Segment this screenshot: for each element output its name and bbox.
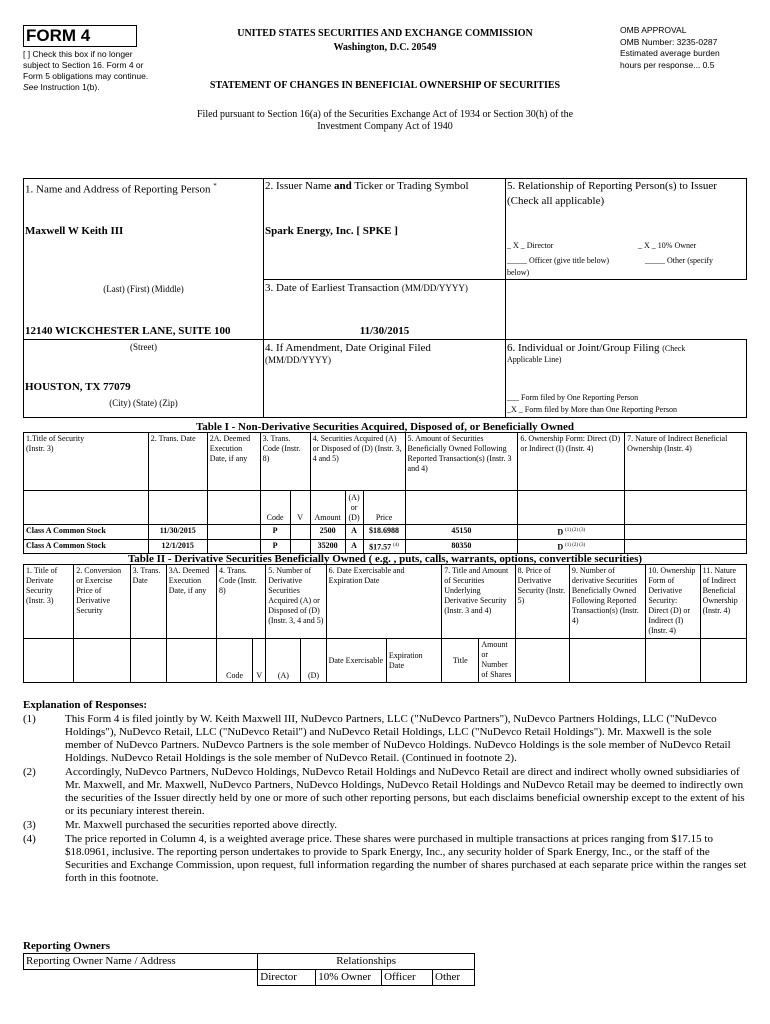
t2-sub-title: Title <box>442 639 479 683</box>
t1-h4: 4. Securities Acquired (A) or Disposed of (D) (Instr. 3, 4 and 5) <box>310 433 405 491</box>
date-label <box>265 282 468 295</box>
check-box-note-text: [ ] Check this box if no longer subject to Section 16. Form 4 or Form 5 obligations may continue. <box>23 49 149 81</box>
t1-sub-price: Price <box>363 491 405 525</box>
filing-one: ___ Form filed by One Reporting Person <box>507 393 639 402</box>
agency-line1: UNITED STATES SECURITIES AND EXCHANGE COMMISSION <box>237 28 533 39</box>
rel-officer: _____ Officer (give title below) <box>507 256 610 265</box>
owners-col-other: Other <box>433 970 475 986</box>
omb-line-2: OMB Number: 3235-0287 <box>620 36 718 47</box>
t2-h6: 6. Date Exercisable and Expiration Date <box>326 565 442 639</box>
agency-header <box>170 28 600 54</box>
table-row <box>24 525 747 540</box>
agency-line2: Washington, D.C. 20549 <box>333 42 437 53</box>
footnote-3-text: Mr. Maxwell purchased the securities reported above directly. <box>65 819 338 831</box>
filed-pursuant-line2: Investment Company Act of 1940 <box>317 121 453 132</box>
row2-form-value: D <box>557 542 564 552</box>
footnote-4 <box>23 833 747 885</box>
row1-ad: A <box>345 525 363 540</box>
t2-h5: 5. Number of Derivative Securities Acquired (A) or Disposed of (D) (Instr. 3, 4 and 5) <box>266 565 326 639</box>
t2-h7: 7. Title and Amount of Securities Underlying Derivative Security (Instr. 3 and 4) <box>442 565 515 639</box>
row2-title: Class A Common Stock <box>24 539 149 554</box>
earliest-date: 11/30/2015 <box>359 325 410 337</box>
row2-price <box>363 539 405 554</box>
t1-h3: 3. Trans. Code (Instr. 8) <box>260 433 310 491</box>
omb-approval <box>620 25 760 71</box>
t1-sub-code: Code <box>260 491 290 525</box>
omb-line-1: OMB APPROVAL <box>620 25 687 35</box>
explanation-section <box>23 699 747 885</box>
row2-form <box>518 539 625 554</box>
footnote-3 <box>23 819 747 832</box>
statement-title: STATEMENT OF CHANGES IN BENEFICIAL OWNERSHIP OF SECURITIES <box>209 80 561 91</box>
t2-sub-date-ex: Date Exercisable <box>326 639 386 683</box>
t1-sub-aord: (A) or (D) <box>345 491 363 525</box>
street-address: 12140 WICKCHESTER LANE, SUITE 100 <box>25 325 231 337</box>
filing-sub: Applicable Line) <box>507 355 562 364</box>
row2-owned: 80350 <box>405 539 518 554</box>
check-box-note[interactable] <box>23 49 151 93</box>
footnote-1-num: (1) <box>23 713 36 725</box>
t2-h9: 9. Number of derivative Securities Beneficially Owned Following Reported Transaction(s) (Instr. 4) <box>569 565 645 639</box>
issuer-label-a: 2. Issuer Name <box>265 180 335 192</box>
check-box-note-see: See <box>23 82 39 92</box>
t1-h6: 6. Ownership Form: Direct (D) or Indirect (I) (Instr. 4) <box>518 433 625 491</box>
t2-h8: 8. Price of Derivative Security (Instr. 5) <box>515 565 569 639</box>
city-state-zip: HOUSTON, TX 77079 <box>25 381 131 393</box>
row1-price <box>363 525 405 540</box>
row2-date: 12/1/2015 <box>148 539 207 554</box>
date-label-text: 3. Date of Earliest Transaction <box>265 282 400 294</box>
footnote-1 <box>23 713 747 765</box>
t2-h1: 1. Title of Derivate Security (Instr. 3) <box>24 565 74 639</box>
t2-h10: 10. Ownership Form of Derivative Security: Direct (D) or Indirect (I) (Instr. 4) <box>646 565 700 639</box>
rel-ten-percent-owner: _ X _ 10% Owner <box>638 241 697 250</box>
row1-amount: 2500 <box>310 525 345 540</box>
name-parts: (Last) (First) (Middle) <box>103 284 184 294</box>
row2-ad: A <box>345 539 363 554</box>
name-label <box>25 180 217 197</box>
owners-col-name: Reporting Owner Name / Address <box>24 954 258 970</box>
street-label: (Street) <box>130 342 157 352</box>
amend-label: 4. If Amendment, Date Original Filed <box>265 342 431 354</box>
t1-h5: 5. Amount of Securities Beneficially Owned Following Reported Transaction(s) (Instr. 3 and 4) <box>405 433 518 491</box>
relationship-sub: (Check all applicable) <box>507 195 605 207</box>
owners-col-director: Director <box>258 970 316 986</box>
t2-sub-a: (A) <box>266 639 301 683</box>
filed-pursuant-line1: Filed pursuant to Section 16(a) of the Securities Exchange Act of 1934 or Section 30(h) of the <box>196 109 574 120</box>
table1-title: Table I - Non-Derivative Securities Acquired, Disposed of, or Beneficially Owned <box>195 421 575 433</box>
t1-sub-v: V <box>290 491 310 525</box>
city-label: (City) (State) (Zip) <box>109 398 178 408</box>
row1-price-value: $18.6988 <box>369 526 400 535</box>
t2-h11: 11. Nature of Indirect Beneficial Ownership (Instr. 4) <box>700 565 746 639</box>
t2-sub-code: Code <box>217 639 253 683</box>
footnote-2-num: (2) <box>23 766 36 778</box>
footnote-4-text: The price reported in Column 4, is a weighted average price. These shares were purchased in multiple transactions at prices ranging from $17.15 to $18.0961, inclusive. The reporting person undertakes to provide to Spark Energy, Inc., any security holder of Spark Energy, Inc., or the staff of the Securities and Exchange Commission, upon request, full information regarding the number of shares purchased at each separate price within the ranges set forth in this footnote. <box>65 833 747 884</box>
issuer-name: Spark Energy, Inc. [ SPKE ] <box>265 225 398 237</box>
reporting-section <box>23 178 747 418</box>
filing-label-text: 6. Individual or Joint/Group Filing <box>507 342 660 354</box>
table1 <box>23 432 747 554</box>
t1-h2a: 2A. Deemed Execution Date, if any <box>207 433 260 491</box>
omb-line-3: Estimated average burden <box>620 48 720 58</box>
issuer-label <box>265 180 469 193</box>
reporter-name: Maxwell W Keith III <box>25 225 124 237</box>
row1-title: Class A Common Stock <box>24 525 149 540</box>
rel-other: _____ Other (specify <box>645 256 713 265</box>
date-label-fmt: (MM/DD/YYYY) <box>401 283 468 293</box>
row2-price-note[interactable]: (4) <box>393 542 399 548</box>
t2-h3: 3. Trans. Date <box>130 565 166 639</box>
owners-table <box>23 953 475 986</box>
table2-title: Table II - Derivative Securities Beneficially Owned ( e.g. , puts, calls, warrants, options, convertible securities) <box>127 553 643 565</box>
row1-owned: 45150 <box>405 525 518 540</box>
t1-h2: 2. Trans. Date <box>148 433 207 491</box>
row2-form-notes[interactable]: (1) (2) (3) <box>565 542 586 548</box>
row2-code: P <box>260 539 290 554</box>
table-row <box>24 539 747 554</box>
filing-more: _X _ Form filed by More than One Reporting Person <box>507 405 677 414</box>
filing-label <box>507 342 745 355</box>
t2-sub-exp: Expiration Date <box>386 639 441 683</box>
row1-form-value: D <box>557 527 564 537</box>
name-label-text: 1. Name and Address of Reporting Person <box>25 183 211 196</box>
check-box-note-instr: Instruction 1(b). <box>40 82 100 92</box>
owners-col-officer: Officer <box>382 970 433 986</box>
amend-fmt: (MM/DD/YYYY) <box>265 355 331 365</box>
name-marker: * <box>213 182 217 190</box>
filed-pursuant <box>130 109 640 133</box>
t2-h4: 4. Trans. Code (Instr. 8) <box>217 565 266 639</box>
row1-form <box>518 525 625 540</box>
issuer-label-and: and <box>334 180 352 192</box>
t1-h7: 7. Nature of Indirect Beneficial Ownership (Instr. 4) <box>625 433 747 491</box>
issuer-label-b: Ticker or Trading Symbol <box>351 180 469 192</box>
form-title: FORM 4 <box>26 26 91 45</box>
rel-director: _ X _ Director <box>507 241 554 250</box>
row2-amount: 35200 <box>310 539 345 554</box>
footnote-2-text: Accordingly, NuDevco Partners, NuDevco Holdings, NuDevco Retail Holdings and NuDevco Retail are direct and indirect wholly owned subsidiaries of Mr. Maxwell, and Mr. Maxwell, NuDevco Partners, NuDevco Holdings, NuDevco Retail Holdings and NuDevco Retail may be deemed to indirectly own the securities of the Issuer directly held by one or more of such other reporting persons, but each disclaims beneficial ownership except to the extent of his or its pecuniary interest therein. <box>65 766 745 817</box>
row1-form-notes[interactable]: (1) (2) (3) <box>565 528 586 533</box>
t2-h3a: 3A. Deemed Execution Date, if any <box>166 565 216 639</box>
explanation-heading: Explanation of Responses: <box>23 699 148 711</box>
t1-sub-amount: Amount <box>310 491 345 525</box>
form-title-box <box>23 25 137 47</box>
row1-date: 11/30/2015 <box>148 525 207 540</box>
t2-sub-d: (D) <box>301 639 326 683</box>
name-box <box>23 178 264 340</box>
owners-heading: Reporting Owners <box>23 940 111 952</box>
row1-code: P <box>260 525 290 540</box>
t1-h1: 1.Title of Security (Instr. 3) <box>24 433 149 491</box>
table2 <box>23 564 747 683</box>
owners-col-ten-percent: 10% Owner <box>316 970 382 986</box>
owners-col-relationships: Relationships <box>258 954 475 970</box>
footnote-4-num: (4) <box>23 833 36 845</box>
footnote-2 <box>23 766 747 818</box>
footnote-3-num: (3) <box>23 819 36 831</box>
rel-below: below) <box>507 268 530 277</box>
t2-sub-v: V <box>253 639 266 683</box>
t2-sub-amount: Amount or Number of Shares <box>479 639 515 683</box>
filing-check: (Check <box>662 344 686 353</box>
relationship-label <box>507 180 745 208</box>
omb-line-4: hours per response... 0.5 <box>620 59 715 70</box>
footnote-1-text: This Form 4 is filed jointly by W. Keith Maxwell III, NuDevco Partners, LLC ("NuDevco Partners"), NuDevco Partners Holdings, LLC ("NuDevco Holdings"), NuDevco Retail, LLC ("NuDevco Retail") and NuDevco Retail Holdings, LLC ("NuDevco Retail Holdings"). Mr. Maxwell is the sole member of NuDevco Partners. NuDevco Partners is the sole member of NuDevco Holdings. NuDevco Holdings is the sole member of NuDevco Retail Holdings. NuDevco Retail Holdings is the sole member of NuDevco Retail. (Continued in footnote 2). <box>65 713 731 764</box>
row2-price-value: $17.57 <box>369 542 392 552</box>
t2-h2: 2. Conversion or Exercise Price of Derivative Security <box>74 565 130 639</box>
relationship-label-text: 5. Relationship of Reporting Person(s) to Issuer <box>507 180 717 192</box>
